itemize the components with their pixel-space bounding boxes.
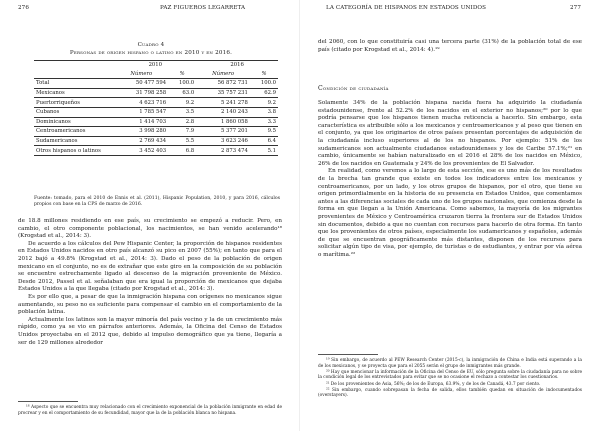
- footnote: ¹⁹ Sin embargo, de acuerdo al PEW Research Center (2015-c), la inmigración de China e India está superando a la de los mexicanos, y se proyecta que para el 2055 serán el grupo de inmigrantes más grande.: [318, 358, 582, 369]
- table-row: [34, 146, 278, 156]
- footnote-rule: [18, 401, 78, 402]
- table-row: [34, 98, 278, 108]
- footnote: ²¹ De los provenientes de Asia, 56%; de los de Europa, 63.9%, y de los de Canadá, 43.7 por ciento.: [326, 381, 541, 387]
- row-label: Puertorriqueños: [34, 98, 114, 108]
- cell-n2016: 56 872 731: [196, 79, 250, 89]
- cell-n2010: 4 623 716: [114, 98, 168, 108]
- cell-p2016: 5.1: [250, 146, 278, 156]
- cell-p2010: 3.5: [168, 107, 196, 117]
- footnote: ²² Sin embargo, cuando sobrepasan la fecha de salida, ellos también quedan en situación de indocumentados (overstayers).: [318, 387, 582, 399]
- cell-p2016: 9.5: [250, 127, 278, 137]
- table-row: [34, 88, 278, 98]
- cell-p2016: 3.3: [250, 117, 278, 127]
- right-running-head: LA CATEGORÍA DE HISPANOS EN ESTADOS UNIDOS: [326, 5, 487, 11]
- cell-p2016: 62.9: [250, 88, 278, 98]
- table-row: [34, 117, 278, 127]
- cell-p2010: 9.2: [168, 98, 196, 108]
- cell-n2010: 3 452 403: [114, 146, 168, 156]
- hispanic-population-table: [34, 60, 278, 156]
- cell-p2010: 63.0: [168, 88, 196, 98]
- col-numero-2010: Número: [114, 70, 168, 79]
- table-row: [34, 107, 278, 117]
- col-pct-2010: %: [168, 70, 196, 79]
- row-label: Dominicanos: [34, 117, 114, 127]
- cell-p2010: 7.9: [168, 127, 196, 137]
- footnote: ¹⁸ Aspecto que se encuentra muy relacionado con el crecimiento exponencial de la población inmigrante en edad de procrear y en el comportamiento de su fecundidad, mayor que la de la población blanca no hispana.: [18, 405, 282, 416]
- cell-p2010: 5.5: [168, 136, 196, 146]
- right-footnotes: [318, 358, 582, 400]
- cell-n2016: 5 241 278: [196, 98, 250, 108]
- right-page-number: 277: [570, 5, 581, 11]
- row-label: Centroamericanos: [34, 127, 114, 137]
- cell-p2016: 6.4: [250, 136, 278, 146]
- row-label: Otros hispanos o latinos: [34, 146, 114, 156]
- paragraph: Solamente 34% de la población hispana nacida fuera ha adquirido la ciudadanía estadounidense, frente al 52.2% de los nacidos en el exterior no hispanos;²⁰ por lo que podría pensarse que los hispanos tienen mucha reticencia a hacerlo. Sin embargo, esta característica es atribuible sólo a los mexicanos y centroamericanos y al peso que tienen en el conjunto, ya que los originarios de otros países presentan porcentajes de adquisición de la ciudadanía incluso superiores al de los no hispanos. Por ejemplo: 51% de los sudamericanos son actualmente ciudadanos estadounidenses y los de Caribe 57.1%;²¹ en cambio, únicamente se habían naturalizado en el 2016 el 28% de los nacidos en México, 26% de los nacidos en Guatemala y 24% de los provenientes de El Salvador.: [318, 100, 582, 167]
- cell-p2016: 9.2: [250, 98, 278, 108]
- left-running-head: PAZ FIGUEROS LEGARRETA: [160, 5, 246, 11]
- row-label: Sudamericanos: [34, 136, 114, 146]
- cell-n2010: 3 998 280: [114, 127, 168, 137]
- left-body-text: [18, 218, 282, 347]
- table-caption-number: Cuadro 4: [137, 42, 165, 48]
- cell-n2010: 31 798 258: [114, 88, 168, 98]
- section-heading: Condición de ciudadanía: [318, 85, 389, 92]
- right-page: [300, 0, 600, 431]
- cell-n2016: 5 377 201: [196, 127, 250, 137]
- cell-p2016: 3.8: [250, 107, 278, 117]
- row-label: Mexicanos: [34, 88, 114, 98]
- left-footnotes: [18, 405, 282, 417]
- cell-n2016: 2 873 474: [196, 146, 250, 156]
- table-source-note: Fuente: tomado, para el 2010 de Ennis et al. (2011), Hispanic Population, 2010, y para 2016, cálculos propios con base en la CPS de marzo de 2016.: [34, 196, 280, 207]
- row-label: Cubanos: [34, 107, 114, 117]
- cell-n2010: 50 477 594: [114, 79, 168, 89]
- cell-n2010: 1 414 703: [114, 117, 168, 127]
- table-row: [34, 79, 278, 89]
- table-caption-title: Personas de origen hispano o latino en 2010 y en 2016.: [69, 49, 233, 56]
- footnote-rule: [318, 354, 378, 355]
- cell-n2016: 1 860 058: [196, 117, 250, 127]
- year-2010-header: 2010: [114, 61, 196, 70]
- cell-n2010: 1 785 547: [114, 107, 168, 117]
- paragraph: de 18.8 millones residiendo en ese país, su crecimiento se empezó a reducir. Pero, en cambio, el otro componente poblacional, los nacimientos, se han venido acelerando¹⁸ (Krogstad et al., 2014: 3).: [18, 218, 282, 240]
- cell-p2010: 6.8: [168, 146, 196, 156]
- year-2016-header: 2016: [196, 61, 278, 70]
- cell-n2016: 3 623 246: [196, 136, 250, 146]
- table-row: [34, 127, 278, 137]
- table-row: [34, 136, 278, 146]
- right-top-text: [318, 39, 582, 54]
- row-label: Total: [34, 79, 114, 89]
- cell-p2016: 100.0: [250, 79, 278, 89]
- table-caption: [20, 42, 282, 57]
- cell-n2016: 2 140 243: [196, 107, 250, 117]
- cell-n2010: 2 769 434: [114, 136, 168, 146]
- paragraph: Es por ello que, a pesar de que la inmigración hispana con orígenes no mexicanos sigue aumentando, su peso no es suficiente para compensar el cambio en el comportamiento de la población latina.: [18, 293, 282, 316]
- paragraph: del 2060, con lo que constituiría casi una tercera parte (31%) de la población total de ese país (citado por Krogstad et al., 2014: 4).¹⁹: [318, 39, 582, 53]
- cell-p2010: 2.8: [168, 117, 196, 127]
- footnote: ²⁰ Hay que mencionar la información de la Oficina del Censo de EU, sólo pregunta sobre la ciudadanía para no sobre la condición legal de los entrevistados para evitar que se no ocasione el rechazo a contestar los cuestionarios.: [318, 369, 582, 381]
- col-numero-2016: Número: [196, 70, 250, 79]
- cell-p2010: 100.0: [168, 79, 196, 89]
- paragraph: De acuerdo a los cálculos del Pew Hispanic Center, la proporción de hispanos residentes en Estados Unidos nacidos en otro país alcanzó su pico en 2007 (55%); en tanto que para el 2012 bajó a 49.8% (Krogstad et al., 2014: 3). Dado el peso de la población de origen mexicano en el conjunto, no es de extrañar que este giro en la composición de su población se encuentre estrechamente ligado al descenso de la migración proveniente de México. Desde 2012, Passel et al. señalaban que era igual la proporción de mexicanos que dejaba Estados Unidos a la que llegaba (citado por Krogstad et al., 2014: 3).: [18, 240, 282, 293]
- col-pct-2016: %: [250, 70, 278, 79]
- right-body-text: [318, 100, 582, 259]
- paragraph: En realidad, como veremos a lo largo de esta sección, ese es uno más de los resultados de la brecha tan grande que existe en todos los indicadores entre los mexicanos y centroamericanos, por un lado, y los otros grupos de hispanos, por el otro, que tiene su origen primordialmente en la historia de su presencia en Estados Unidos, que comentamos antes a las diferencias sociales de cada uno de los grupos nacionales, que comienza desde la forma en que llegan a la Unión Americana. Como sabemos, la mayoría de los migrantes provenientes de México y Centroamérica cruzaron tierra la frontera sur de Estados Unidos sin documentos, debido a que no cuentan con recursos para hacerlo de otra forma. En tanto que los provenientes de otros países, especialmente los sudamericanos y españoles, además de que se encuentran geográficamente más distantes, disponen de los recursos para solicitar algún tipo de visa, por ejemplo, de turistas o de estudiantes, y entrar por vía aérea o marítima.²²: [318, 168, 582, 258]
- paragraph: Actualmente los latinos son la mayor minoría del país vecino y la de un crecimiento más rápido, como ya se vio en párrafos anteriores. Además, la Oficina del Censo de Estados Unidos proyectaba en el 2012 que, debido al impulso demográfico que ya tiene, llegaría a ser de 129 millones alrededor: [18, 316, 282, 346]
- left-page-number: 276: [18, 5, 29, 11]
- cell-n2016: 35 757 231: [196, 88, 250, 98]
